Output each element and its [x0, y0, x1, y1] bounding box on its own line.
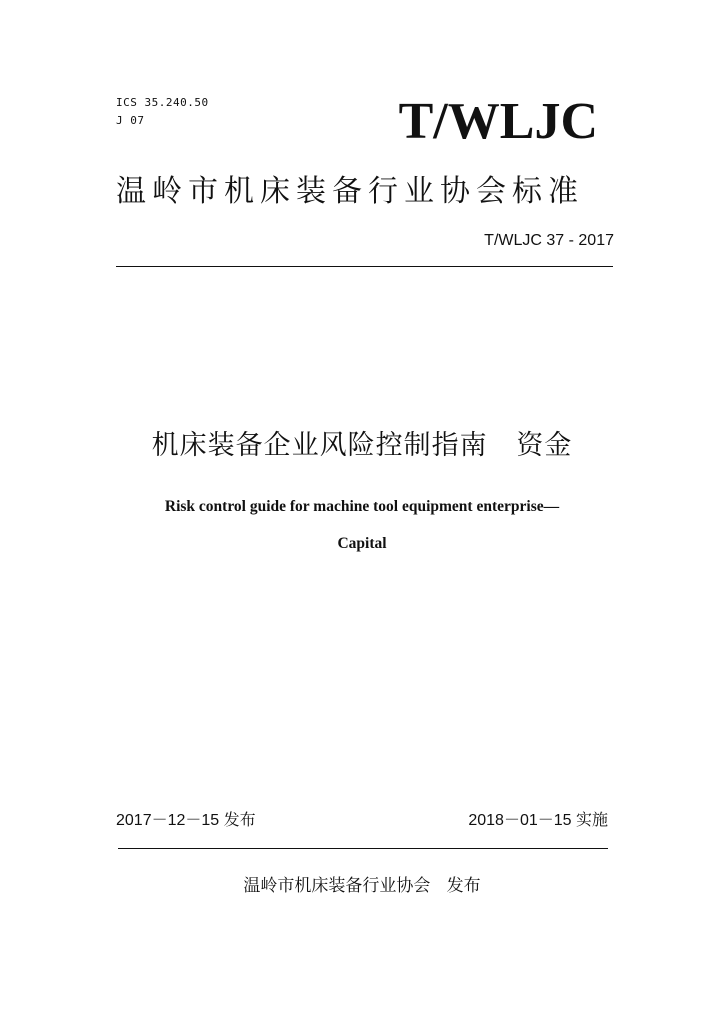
standard-number: T/WLJC 37 - 2017 [484, 232, 614, 249]
document-title-chinese: 机床装备企业风险控制指南 资金 [151, 430, 573, 461]
document-title-english-line2: Capital [337, 535, 387, 552]
issue-date: 2017－12－15 发布 [116, 812, 256, 829]
ics-code: ICS 35.240.50 [116, 96, 209, 109]
standard-logo: T/WLJC [398, 93, 598, 150]
organization-standard-title: 温岭市机床装备行业协会标准 [116, 174, 584, 209]
implementation-date: 2018－01－15 实施 [468, 812, 608, 829]
classification-code: J 07 [116, 114, 145, 127]
publisher-line: 温岭市机床装备行业协会 发布 [243, 876, 481, 896]
header-divider [116, 266, 613, 267]
document-title-english-line1: Risk control guide for machine tool equipment enterprise— [164, 498, 560, 515]
footer-divider [118, 848, 608, 849]
